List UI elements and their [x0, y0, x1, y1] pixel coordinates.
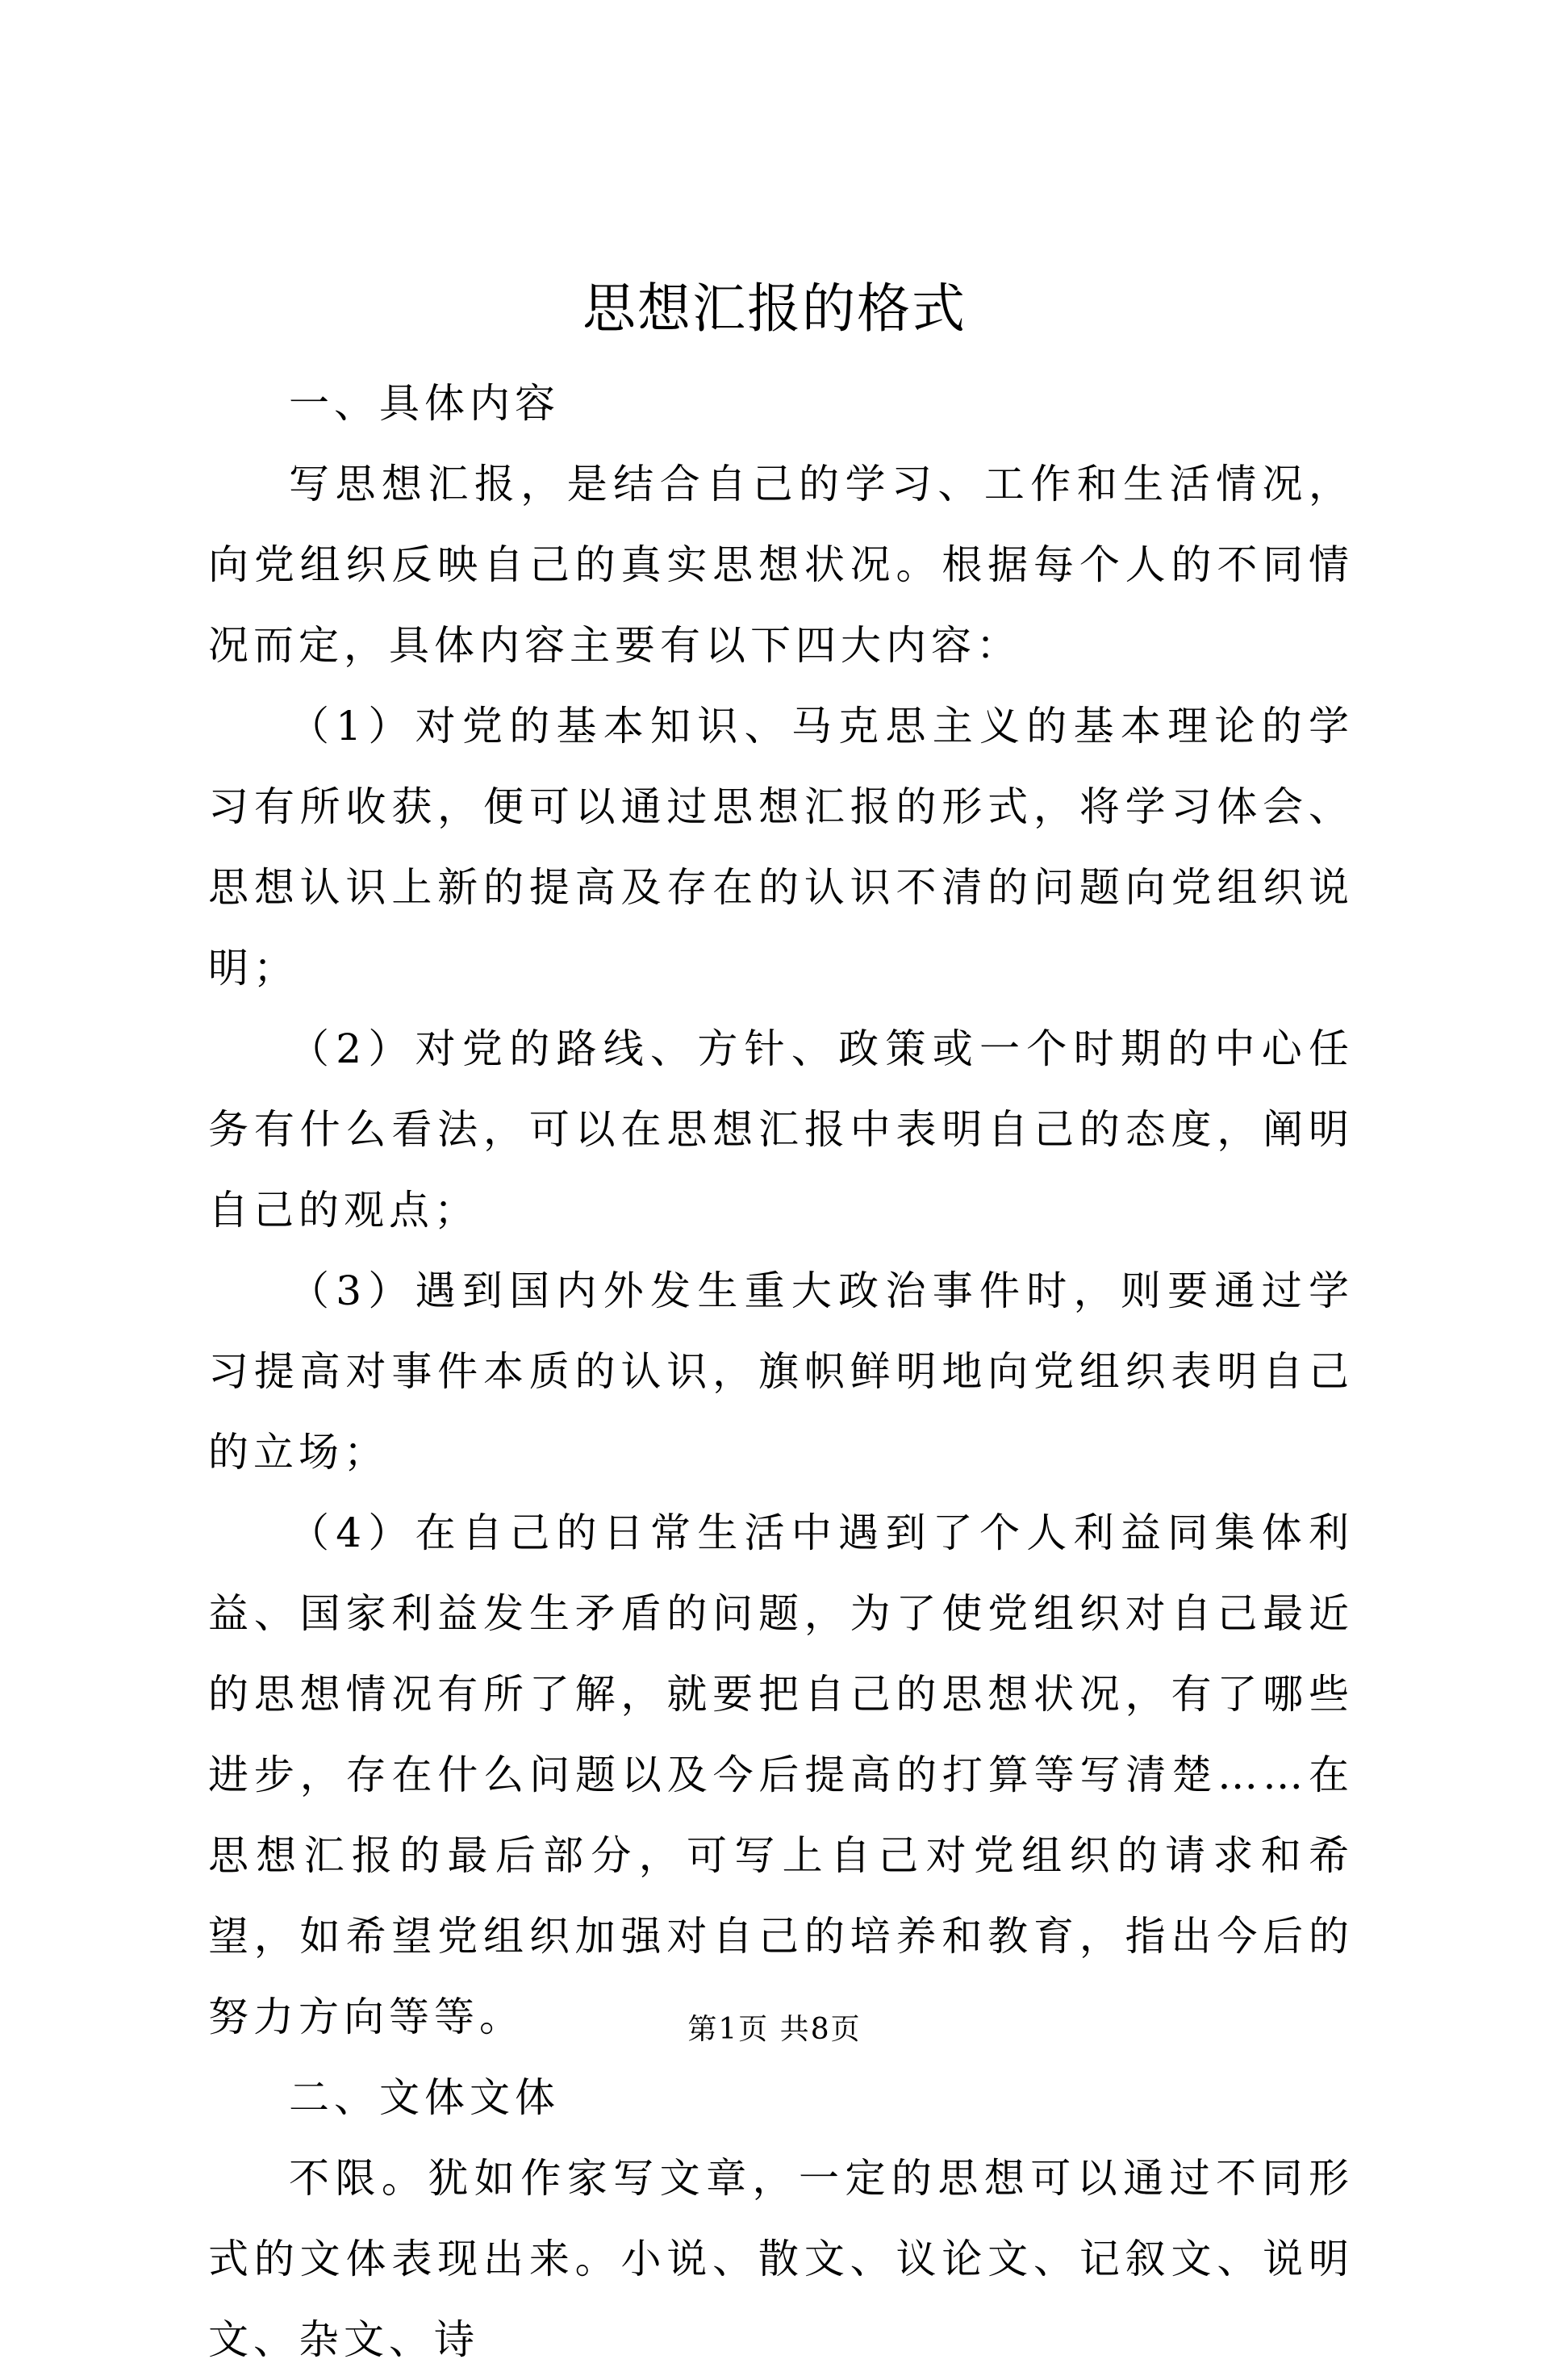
paragraph-item-2: （2）对党的路线、方针、政策或一个时期的中心任务有什么看法，可以在思想汇报中表明自己的态度，阐明自己的观点； — [208, 1025, 1354, 1234]
paragraph-intro: 写思想汇报，是结合自己的学习、工作和生活情况，向党组织反映自己的真实思想状况。根据每个人的不同情况而定，具体内容主要有以下四大内容： — [208, 461, 1354, 669]
page-footer: 第1页 共8页 — [687, 2013, 862, 2046]
paragraph-style: 不限。犹如作家写文章，一定的思想可以通过不同形式的文体表现出来。小说、散文、议论文、记叙文、说明文、杂文、诗 — [208, 2155, 1354, 2363]
paragraph-item-4: （4）在自己的日常生活中遇到了个人利益同集体利益、国家利益发生矛盾的问题，为了使党组织对自己最近的思想情况有所了解，就要把自己的思想状况，有了哪些进步，存在什么问题以及今后提高的打算等写清楚……在思想汇报的最后部分，可写上自己对党组织的请求和希望，如希望党组织加强对自己的培养和教育，指出今后的努力方向等等。 — [208, 1509, 1354, 2040]
paragraph-item-3: （3）遇到国内外发生重大政治事件时，则要通过学习提高对事件本质的认识，旗帜鲜明地向党组织表明自己的立场； — [208, 1267, 1354, 1476]
section-heading-style: 二、文体文体 — [289, 2074, 560, 2121]
document-title: 思想汇报的格式 — [582, 278, 967, 340]
section-heading-content: 一、具体内容 — [289, 380, 560, 427]
paragraph-item-1: （1）对党的基本知识、马克思主义的基本理论的学习有所收获，便可以通过思想汇报的形式，将学习体会、思想认识上新的提高及存在的认识不清的问题向党组织说明； — [208, 703, 1354, 992]
document-body — [208, 363, 1354, 2380]
